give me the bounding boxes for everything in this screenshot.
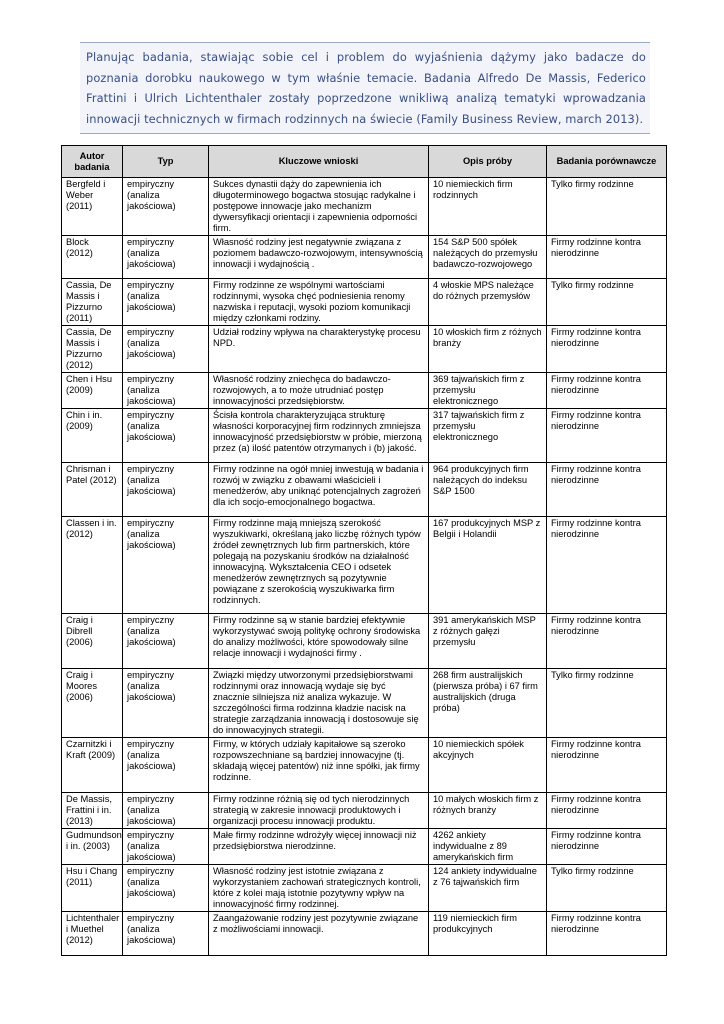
cell-type: empiryczny (analiza jakościowa)	[123, 236, 209, 279]
cell-comparison: Tylko firmy rodzinne	[547, 669, 667, 738]
cell-conclusions: Firmy rodzinne na ogół mniej inwestują w badania i rozwój w związku z obawami właścicieli i menedżerów, aby uniknąć potencjalnych zagrożeń dla ich socjo-emocjonalnego bogactwa.	[209, 463, 429, 517]
cell-type: empiryczny (analiza jakościowa)	[123, 669, 209, 738]
cell-type: empiryczny (analiza jakościowa)	[123, 614, 209, 669]
cell-type: empiryczny (analiza jakościowa)	[123, 373, 209, 409]
table-row	[62, 409, 667, 463]
cell-author: Hsu i Chang (2011)	[62, 865, 123, 912]
table-row	[62, 669, 667, 738]
cell-conclusions: Firmy rodzinne różnią się od tych nierodzinnych strategią w zakresie innowacji produktowych i organizacji procesu innowacji produktu.	[209, 793, 429, 829]
cell-author: Classen i in. (2012)	[62, 517, 123, 614]
cell-sample: 268 firm australijskich (pierwsza próba) i 67 firm australijskich (druga próba)	[429, 669, 547, 738]
cell-author: Craig i Moores (2006)	[62, 669, 123, 738]
header-conclusions: Kluczowe wnioski	[209, 146, 429, 178]
table-row	[62, 517, 667, 614]
cell-conclusions: Związki między utworzonymi przedsiębiorstwami rodzinnymi oraz innowacją wydaje się być znacznie silniejsza niż analiza wykazuje. W szczególności firma rodzinna kładzie nacisk na strategie zarządzania innowacją i dostosowuje się do innowacyjnych strategii.	[209, 669, 429, 738]
header-comparison: Badania porównawcze	[547, 146, 667, 178]
cell-conclusions: Firmy rodzinne mają mniejszą szerokość wyszukiwarki, określaną jako liczbę różnych typów źródeł zewnętrznych lub firm partnerskich, które polegają na pozyskaniu środków na działalność innowacyjną. Wykształcenia CEO i odsetek menedżerów zewnętrznych są pozytywnie powiązane z szerokością wyszukiwarka firm rodzinnych.	[209, 517, 429, 614]
cell-conclusions: Własność rodziny jest negatywnie związana z poziomem badawczo-rozwojowym, intensywnością innowacji i wydajnością .	[209, 236, 429, 279]
table-row	[62, 279, 667, 326]
cell-author: Chen i Hsu (2009)	[62, 373, 123, 409]
intro-paragraph: Planując badania, stawiając sobie cel i problem do wyjaśnienia dążymy jako badacze do poznania dorobku naukowego w tym właśnie temacie. Badania Alfredo De Massis, Federico Frattini i Ulrich Lichtenthaler zostały poprzedzone wnikliwą analizą tematyki wprowadzania innowacji technicznych w firmach rodzinnych na świecie (Family Business Review, march 2013).	[80, 42, 650, 134]
table-header-row	[62, 146, 667, 178]
cell-sample: 10 niemieckich spółek akcyjnych	[429, 738, 547, 793]
cell-conclusions: Zaangażowanie rodziny jest pozytywnie związane z możliwościami innowacji.	[209, 912, 429, 956]
cell-author: Chin i in. (2009)	[62, 409, 123, 463]
cell-author: Gudmundson i in. (2003)	[62, 829, 123, 865]
cell-comparison: Tylko firmy rodzinne	[547, 178, 667, 236]
cell-comparison: Firmy rodzinne kontra nierodzinne	[547, 373, 667, 409]
cell-comparison: Firmy rodzinne kontra nierodzinne	[547, 829, 667, 865]
cell-author: Czarnitzki i Kraft (2009)	[62, 738, 123, 793]
cell-author: Block (2012)	[62, 236, 123, 279]
table-row	[62, 793, 667, 829]
cell-sample: 4 włoskie MPS należące do różnych przemysłów	[429, 279, 547, 326]
cell-author: Cassia, De Massis i Pizzurno (2012)	[62, 326, 123, 373]
cell-comparison: Tylko firmy rodzinne	[547, 279, 667, 326]
cell-comparison: Firmy rodzinne kontra nierodzinne	[547, 236, 667, 279]
table-row	[62, 326, 667, 373]
header-sample: Opis próby	[429, 146, 547, 178]
cell-type: empiryczny (analiza jakościowa)	[123, 829, 209, 865]
cell-type: empiryczny (analiza jakościowa)	[123, 178, 209, 236]
cell-conclusions: Małe firmy rodzinne wdrożyły więcej innowacji niż przedsiębiorstwa nierodzinne.	[209, 829, 429, 865]
cell-comparison: Tylko firmy rodzinne	[547, 865, 667, 912]
cell-conclusions: Firmy, w których udziały kapitałowe są szeroko rozpowszechniane są bardziej innowacyjne (tj. składają więcej patentów) niż inne spółki, jak firmy rodzinne.	[209, 738, 429, 793]
cell-type: empiryczny (analiza jakościowa)	[123, 738, 209, 793]
cell-type: empiryczny (analiza jakościowa)	[123, 409, 209, 463]
cell-comparison: Firmy rodzinne kontra nierodzinne	[547, 912, 667, 956]
cell-author: Chrisman i Patel (2012)	[62, 463, 123, 517]
cell-type: empiryczny (analiza jakościowa)	[123, 279, 209, 326]
table-body	[62, 178, 667, 956]
cell-type: empiryczny (analiza jakościowa)	[123, 517, 209, 614]
cell-sample: 10 włoskich firm z różnych branży	[429, 326, 547, 373]
cell-sample: 119 niemieckich firm produkcyjnych	[429, 912, 547, 956]
cell-conclusions: Sukces dynastii dąży do zapewnienia ich długoterminowego bogactwa stosując radykalne i postępowe innowacje jako mechanizm dywersyfikacji orientacji i zapewnienia odporności firm.	[209, 178, 429, 236]
header-author: Autor badania	[62, 146, 123, 178]
table-row	[62, 829, 667, 865]
cell-type: empiryczny (analiza jakościowa)	[123, 793, 209, 829]
cell-comparison: Firmy rodzinne kontra nierodzinne	[547, 326, 667, 373]
table-row	[62, 614, 667, 669]
table-row	[62, 738, 667, 793]
cell-sample: 391 amerykańskich MSP z różnych gałęzi przemysłu	[429, 614, 547, 669]
cell-sample: 124 ankiety indywidualne z 76 tajwańskich firm	[429, 865, 547, 912]
cell-conclusions: Własność rodziny zniechęca do badawczo-rozwojowych, a to może utrudniać postęp innowacyjności przedsiębiorstw.	[209, 373, 429, 409]
cell-comparison: Firmy rodzinne kontra nierodzinne	[547, 614, 667, 669]
cell-comparison: Firmy rodzinne kontra nierodzinne	[547, 517, 667, 614]
cell-type: empiryczny (analiza jakościowa)	[123, 865, 209, 912]
cell-conclusions: Firmy rodzinne ze wspólnymi wartościami rodzinnymi, wysoka chęć podniesienia renomy nazwiska i reputacji, wysoki poziom komunikacji między członkami rodziny.	[209, 279, 429, 326]
cell-sample: 154 S&P 500 spółek należących do przemysłu badawczo-rozwojowego	[429, 236, 547, 279]
cell-sample: 10 niemieckich firm rodzinnych	[429, 178, 547, 236]
cell-conclusions: Firmy rodzinne są w stanie bardziej efektywnie wykorzystywać swoją politykę ochrony środowiska do analizy możliwości, które spowodowały silne relacje innowacji i wydajności firmy .	[209, 614, 429, 669]
table-row	[62, 236, 667, 279]
cell-comparison: Firmy rodzinne kontra nierodzinne	[547, 793, 667, 829]
table-row	[62, 865, 667, 912]
cell-type: empiryczny (analiza jakościowa)	[123, 912, 209, 956]
table-row	[62, 912, 667, 956]
cell-sample: 10 małych włoskich firm z różnych branży	[429, 793, 547, 829]
cell-type: empiryczny (analiza jakościowa)	[123, 463, 209, 517]
cell-conclusions: Ścisła kontrola charakteryzująca strukturę własności korporacyjnej firm rodzinnych zmniejsza innowacyjność przedsiębiorstw w próbie, mierzoną przez (a) ilość patentów otrzymanych i (b) jakość.	[209, 409, 429, 463]
cell-sample: 167 produkcyjnych MSP z Belgii i Holandii	[429, 517, 547, 614]
table-row	[62, 463, 667, 517]
table-row	[62, 178, 667, 236]
cell-author: Cassia, De Massis i Pizzurno (2011)	[62, 279, 123, 326]
cell-sample: 317 tajwańskich firm z przemysłu elektronicznego	[429, 409, 547, 463]
cell-comparison: Firmy rodzinne kontra nierodzinne	[547, 738, 667, 793]
header-type: Typ	[123, 146, 209, 178]
cell-sample: 964 produkcyjnych firm należących do indeksu S&P 1500	[429, 463, 547, 517]
cell-author: Bergfeld i Weber (2011)	[62, 178, 123, 236]
table-row	[62, 373, 667, 409]
cell-comparison: Firmy rodzinne kontra nierodzinne	[547, 409, 667, 463]
cell-author: De Massis, Frattini i in. (2013)	[62, 793, 123, 829]
cell-author: Lichtenthaler i Muethel (2012)	[62, 912, 123, 956]
cell-type: empiryczny (analiza jakościowa)	[123, 326, 209, 373]
cell-sample: 4262 ankiety indywidualne z 89 amerykańskich firm	[429, 829, 547, 865]
cell-author: Craig i Dibrell (2006)	[62, 614, 123, 669]
cell-conclusions: Własność rodziny jest istotnie związana z wykorzystaniem zachowań strategicznych kontroli, które z kolei mają istotnie pozytywny wpływ na innowacyjność firmy rodzinnej.	[209, 865, 429, 912]
literature-table	[61, 145, 667, 956]
cell-comparison: Firmy rodzinne kontra nierodzinne	[547, 463, 667, 517]
cell-sample: 369 tajwańskich firm z przemysłu elektronicznego	[429, 373, 547, 409]
cell-conclusions: Udział rodziny wpływa na charakterystykę procesu NPD.	[209, 326, 429, 373]
